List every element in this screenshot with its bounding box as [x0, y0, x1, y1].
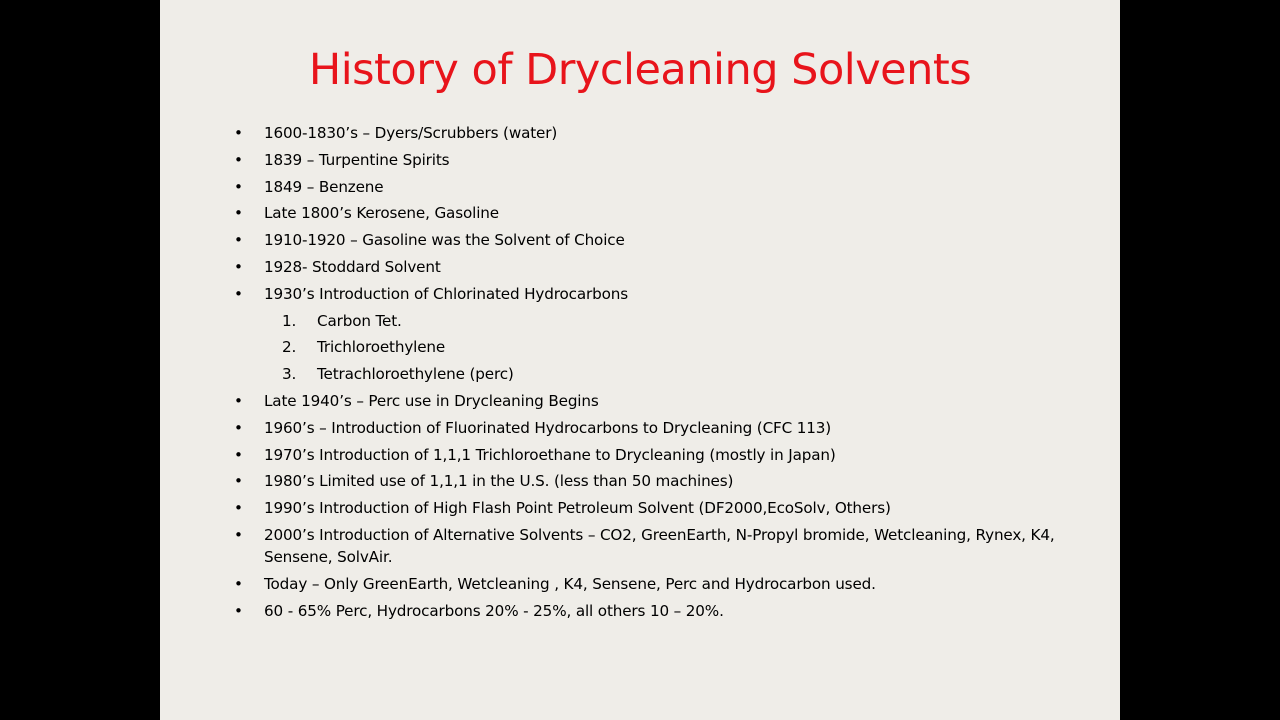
slide-title: History of Drycleaning Solvents — [308, 45, 972, 95]
numbered-sub-item — [234, 363, 1074, 386]
bullet-marker: • — [234, 525, 243, 544]
bullet-text: 1970’s Introduction of 1,1,1 Trichloroethane to Drycleaning (mostly in Japan) — [264, 445, 836, 464]
bullet-item — [234, 229, 1074, 252]
slide — [160, 0, 1120, 720]
bullet-marker: • — [234, 150, 243, 169]
bullet-text: 60 - 65% Perc, Hydrocarbons 20% - 25%, all others 10 – 20%. — [264, 602, 724, 621]
bullet-item — [234, 256, 1074, 279]
bullet-marker: • — [234, 391, 243, 410]
bullet-text: 1600-1830’s – Dyers/Scrubbers (water) — [264, 124, 558, 142]
bullet-text: 1928- Stoddard Solvent — [264, 257, 441, 276]
bullet-text: 1849 – Benzene — [264, 177, 384, 196]
bullet-text: 1960’s – Introduction of Fluorinated Hydrocarbons to Drycleaning (CFC 113) — [264, 418, 832, 437]
bullet-item — [234, 149, 1074, 172]
bullet-marker: • — [234, 575, 243, 594]
sub-item-number: 3. — [282, 365, 297, 384]
bullet-text: 1990’s Introduction of High Flash Point Petroleum Solvent (DF2000,EcoSolv, Others) — [264, 499, 891, 518]
bullet-marker: • — [234, 418, 243, 437]
bullet-marker: • — [234, 284, 243, 303]
bullet-item — [234, 283, 1074, 306]
bullet-marker: • — [234, 257, 243, 276]
bullet-item — [234, 202, 1074, 225]
bullet-text: Today – Only GreenEarth, Wetcleaning , K4, Sensene, Perc and Hydrocarbon used. — [264, 575, 876, 594]
bullet-marker: • — [234, 445, 243, 464]
sub-item-text: Carbon Tet. — [317, 311, 402, 330]
bullet-marker: • — [234, 124, 243, 142]
bullet-item — [234, 417, 1074, 440]
bullet-item — [234, 600, 1074, 623]
bullet-text: 1910-1920 – Gasoline was the Solvent of Choice — [264, 231, 625, 250]
numbered-sub-item — [234, 310, 1074, 333]
bullet-item — [234, 444, 1074, 467]
bullet-list — [234, 122, 1074, 627]
sub-item-number: 1. — [282, 311, 297, 330]
sub-item-number: 2. — [282, 338, 297, 357]
bullet-item — [234, 470, 1074, 493]
bullet-item — [234, 524, 1074, 569]
bullet-marker: • — [234, 231, 243, 250]
bullet-text: 1930’s Introduction of Chlorinated Hydrocarbons — [264, 284, 628, 303]
bullet-text: 1839 – Turpentine Spirits — [264, 150, 450, 169]
bullet-item — [234, 122, 1074, 145]
bullet-marker: • — [234, 177, 243, 196]
bullet-item — [234, 573, 1074, 596]
bullet-text: 2000’s Introduction of Alternative Solvents – CO2, GreenEarth, N-Propyl bromide, Wetcleaning, Rynex, K4, Sensene, SolvAir. — [264, 525, 1055, 567]
bullet-text: Late 1940’s – Perc use in Drycleaning Begins — [264, 391, 599, 410]
bullet-text: Late 1800’s Kerosene, Gasoline — [264, 204, 499, 223]
bullet-marker: • — [234, 204, 243, 223]
numbered-sub-item — [234, 336, 1074, 359]
bullet-item — [234, 176, 1074, 199]
sub-item-text: Tetrachloroethylene (perc) — [317, 365, 514, 384]
bullet-marker: • — [234, 472, 243, 491]
bullet-marker: • — [234, 602, 243, 621]
bullet-item — [234, 497, 1074, 520]
sub-item-text: Trichloroethylene — [317, 338, 446, 357]
bullet-marker: • — [234, 499, 243, 518]
bullet-item — [234, 390, 1074, 413]
bullet-text: 1980’s Limited use of 1,1,1 in the U.S. (less than 50 machines) — [264, 472, 734, 491]
